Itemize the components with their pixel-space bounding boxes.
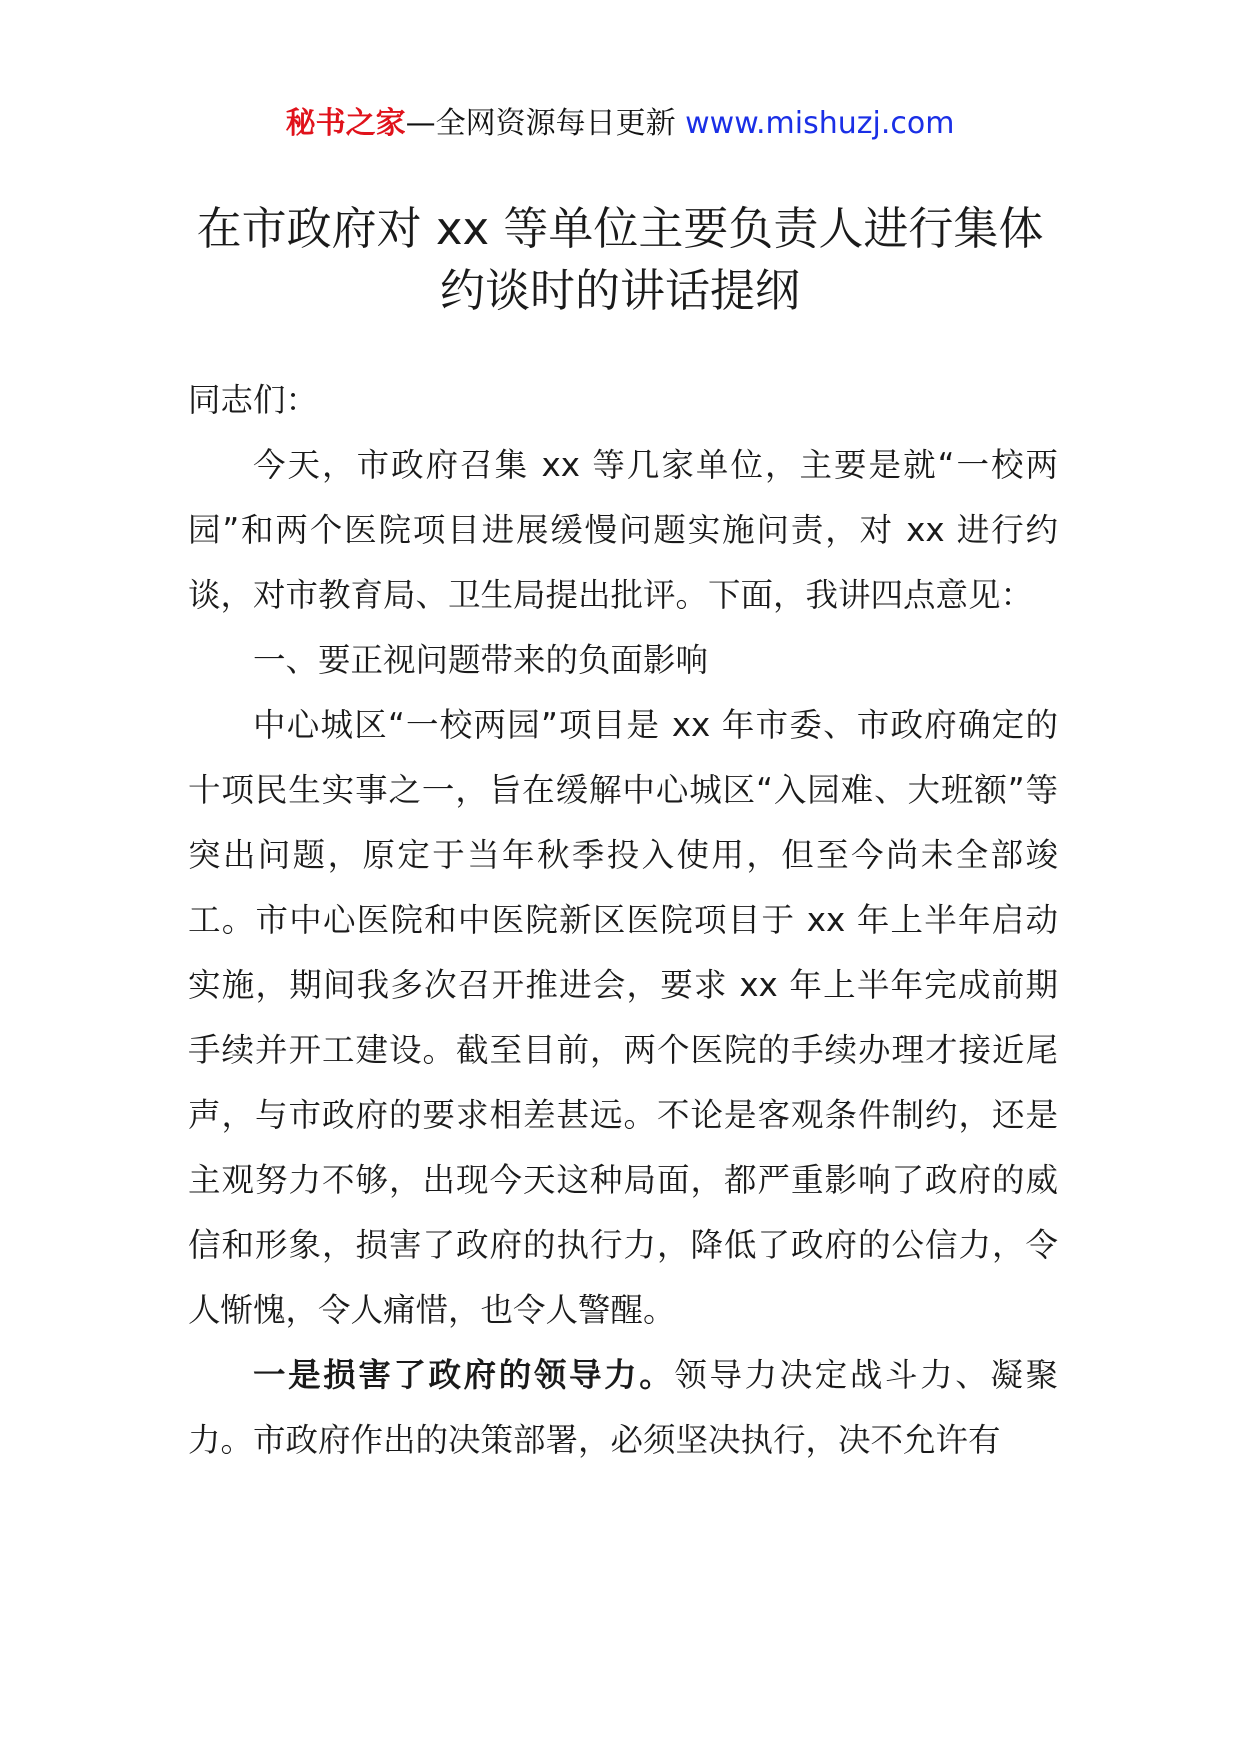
- paragraph-intro: 今天，市政府召集 xx 等几家单位，主要是就“一校两园”和两个医院项目进展缓慢问题实施问责，对 xx 进行约谈，对市教育局、卫生局提出批评。下面，我讲四点意见：: [188, 446, 1058, 614]
- salutation: 同志们：: [188, 381, 319, 419]
- title-line-1: 在市政府对 xx 等单位主要负责人进行集体: [196, 202, 1044, 255]
- document-title: [150, 198, 1090, 322]
- paragraph-leadership: [188, 1343, 1058, 1473]
- brand-name: 秘书之家: [285, 106, 406, 141]
- site-url-link[interactable]: www.mishuzj.com: [685, 106, 955, 141]
- site-header-banner: [0, 102, 1240, 146]
- title-line-2: 约谈时的讲话提纲: [439, 264, 800, 317]
- point-text: 领导力决定战斗力、凝聚力。市政府作出的决策部署，必须坚决执行，决不允许有: [188, 1356, 1058, 1459]
- document-body: [188, 368, 1058, 1473]
- header-tagline: —全网资源每日更新: [405, 106, 676, 141]
- paragraph-projects: 中心城区“一校两园”项目是 xx 年市委、市政府确定的十项民生实事之一，旨在缓解中心城区“入园难、大班额”等突出问题，原定于当年秋季投入使用，但至今尚未全部竣工。市中心医院和中医院新区医院项目于 xx 年上半年启动实施，期间我多次召开推进会，要求 xx 年上半年完成前期手续并开工建设。截至目前，两个医院的手续办理才接近尾声，与市政府的要求相差甚远。不论是客观条件制约，还是主观努力不够，出现今天这种局面，都严重影响了政府的威信和形象，损害了政府的执行力，降低了政府的公信力，令人惭愧，令人痛惜，也令人警醒。: [188, 706, 1058, 1329]
- point-heading-bold: 一是损害了政府的领导力。: [253, 1356, 675, 1394]
- section-heading-1: 一、要正视问题带来的负面影响: [253, 641, 709, 679]
